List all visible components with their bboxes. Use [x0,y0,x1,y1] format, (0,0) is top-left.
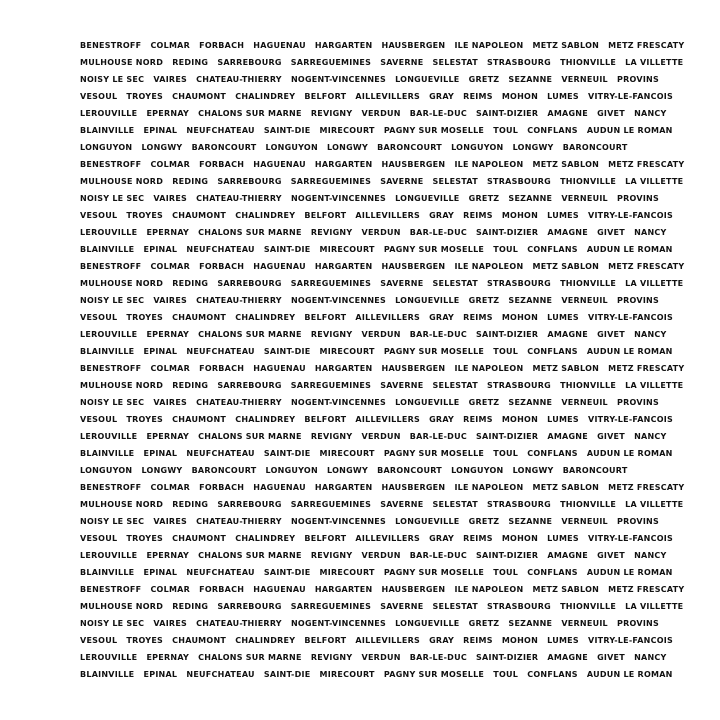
text-line: BENESTROFF COLMAR FORBACH HAGUENAU HARGARTEN HAUSBERGEN ILE NAPOLEON METZ SABLON METZ FRESCATY [80,41,685,50]
text-line: NOISY LE SEC VAIRES CHATEAU-THIERRY NOGENT-VINCENNES LONGUEVILLE GRETZ SEZANNE VERNEUIL PROVINS [80,517,659,526]
text-line: LEROUVILLE EPERNAY CHALONS SUR MARNE REVIGNY VERDUN BAR-LE-DUC SAINT-DIZIER AMAGNE GIVET NANCY [80,109,667,118]
text-line: LEROUVILLE EPERNAY CHALONS SUR MARNE REVIGNY VERDUN BAR-LE-DUC SAINT-DIZIER AMAGNE GIVET NANCY [80,432,667,441]
text-line: LEROUVILLE EPERNAY CHALONS SUR MARNE REVIGNY VERDUN BAR-LE-DUC SAINT-DIZIER AMAGNE GIVET NANCY [80,330,667,339]
text-line: LONGUYON LONGWY BARONCOURT LONGUYON LONGWY BARONCOURT LONGUYON LONGWY BARONCOURT [80,143,628,152]
text-line: LONGUYON LONGWY BARONCOURT LONGUYON LONGWY BARONCOURT LONGUYON LONGWY BARONCOURT [80,466,628,475]
text-line: VESOUL TROYES CHAUMONT CHALINDREY BELFORT AILLEVILLERS GRAY REIMS MOHON LUMES VITRY-LE-FANCOIS [80,636,674,645]
text-line: BLAINVILLE EPINAL NEUFCHATEAU SAINT-DIE MIRECOURT PAGNY SUR MOSELLE TOUL CONFLANS AUDUN LE ROMAN [80,126,673,135]
text-line: BENESTROFF COLMAR FORBACH HAGUENAU HARGARTEN HAUSBERGEN ILE NAPOLEON METZ SABLON METZ FRESCATY [80,160,685,169]
text-line: BLAINVILLE EPINAL NEUFCHATEAU SAINT-DIE MIRECOURT PAGNY SUR MOSELLE TOUL CONFLANS AUDUN LE ROMAN [80,568,673,577]
text-line: LEROUVILLE EPERNAY CHALONS SUR MARNE REVIGNY VERDUN BAR-LE-DUC SAINT-DIZIER AMAGNE GIVET NANCY [80,653,667,662]
text-line: NOISY LE SEC VAIRES CHATEAU-THIERRY NOGENT-VINCENNES LONGUEVILLE GRETZ SEZANNE VERNEUIL PROVINS [80,194,659,203]
text-line: NOISY LE SEC VAIRES CHATEAU-THIERRY NOGENT-VINCENNES LONGUEVILLE GRETZ SEZANNE VERNEUIL PROVINS [80,75,659,84]
text-line: BENESTROFF COLMAR FORBACH HAGUENAU HARGARTEN HAUSBERGEN ILE NAPOLEON METZ SABLON METZ FRESCATY [80,483,685,492]
station-name-list [80,37,685,683]
text-line: MULHOUSE NORD REDING SARREBOURG SARREGUEMINES SAVERNE SELESTAT STRASBOURG THIONVILLE LA VILLETTE [80,177,684,186]
text-line: VESOUL TROYES CHAUMONT CHALINDREY BELFORT AILLEVILLERS GRAY REIMS MOHON LUMES VITRY-LE-FANCOIS [80,313,674,322]
text-line: LEROUVILLE EPERNAY CHALONS SUR MARNE REVIGNY VERDUN BAR-LE-DUC SAINT-DIZIER AMAGNE GIVET NANCY [80,551,667,560]
text-line: NOISY LE SEC VAIRES CHATEAU-THIERRY NOGENT-VINCENNES LONGUEVILLE GRETZ SEZANNE VERNEUIL PROVINS [80,398,659,407]
text-line: VESOUL TROYES CHAUMONT CHALINDREY BELFORT AILLEVILLERS GRAY REIMS MOHON LUMES VITRY-LE-FANCOIS [80,92,674,101]
text-line: MULHOUSE NORD REDING SARREBOURG SARREGUEMINES SAVERNE SELESTAT STRASBOURG THIONVILLE LA VILLETTE [80,279,684,288]
text-line: BENESTROFF COLMAR FORBACH HAGUENAU HARGARTEN HAUSBERGEN ILE NAPOLEON METZ SABLON METZ FRESCATY [80,585,685,594]
text-line: BLAINVILLE EPINAL NEUFCHATEAU SAINT-DIE MIRECOURT PAGNY SUR MOSELLE TOUL CONFLANS AUDUN LE ROMAN [80,347,673,356]
text-line: BLAINVILLE EPINAL NEUFCHATEAU SAINT-DIE MIRECOURT PAGNY SUR MOSELLE TOUL CONFLANS AUDUN LE ROMAN [80,449,673,458]
text-line: VESOUL TROYES CHAUMONT CHALINDREY BELFORT AILLEVILLERS GRAY REIMS MOHON LUMES VITRY-LE-FANCOIS [80,534,674,543]
text-line: LEROUVILLE EPERNAY CHALONS SUR MARNE REVIGNY VERDUN BAR-LE-DUC SAINT-DIZIER AMAGNE GIVET NANCY [80,228,667,237]
text-line: VESOUL TROYES CHAUMONT CHALINDREY BELFORT AILLEVILLERS GRAY REIMS MOHON LUMES VITRY-LE-FANCOIS [80,415,674,424]
text-line: BLAINVILLE EPINAL NEUFCHATEAU SAINT-DIE MIRECOURT PAGNY SUR MOSELLE TOUL CONFLANS AUDUN LE ROMAN [80,245,673,254]
text-line: NOISY LE SEC VAIRES CHATEAU-THIERRY NOGENT-VINCENNES LONGUEVILLE GRETZ SEZANNE VERNEUIL PROVINS [80,619,659,628]
text-line: BENESTROFF COLMAR FORBACH HAGUENAU HARGARTEN HAUSBERGEN ILE NAPOLEON METZ SABLON METZ FRESCATY [80,262,685,271]
text-line: BLAINVILLE EPINAL NEUFCHATEAU SAINT-DIE MIRECOURT PAGNY SUR MOSELLE TOUL CONFLANS AUDUN LE ROMAN [80,670,673,679]
text-line: MULHOUSE NORD REDING SARREBOURG SARREGUEMINES SAVERNE SELESTAT STRASBOURG THIONVILLE LA VILLETTE [80,381,684,390]
text-line: MULHOUSE NORD REDING SARREBOURG SARREGUEMINES SAVERNE SELESTAT STRASBOURG THIONVILLE LA VILLETTE [80,500,684,509]
text-line: NOISY LE SEC VAIRES CHATEAU-THIERRY NOGENT-VINCENNES LONGUEVILLE GRETZ SEZANNE VERNEUIL PROVINS [80,296,659,305]
text-line: VESOUL TROYES CHAUMONT CHALINDREY BELFORT AILLEVILLERS GRAY REIMS MOHON LUMES VITRY-LE-FANCOIS [80,211,674,220]
text-line: BENESTROFF COLMAR FORBACH HAGUENAU HARGARTEN HAUSBERGEN ILE NAPOLEON METZ SABLON METZ FRESCATY [80,364,685,373]
text-line: MULHOUSE NORD REDING SARREBOURG SARREGUEMINES SAVERNE SELESTAT STRASBOURG THIONVILLE LA VILLETTE [80,602,684,611]
text-line: MULHOUSE NORD REDING SARREBOURG SARREGUEMINES SAVERNE SELESTAT STRASBOURG THIONVILLE LA VILLETTE [80,58,684,67]
